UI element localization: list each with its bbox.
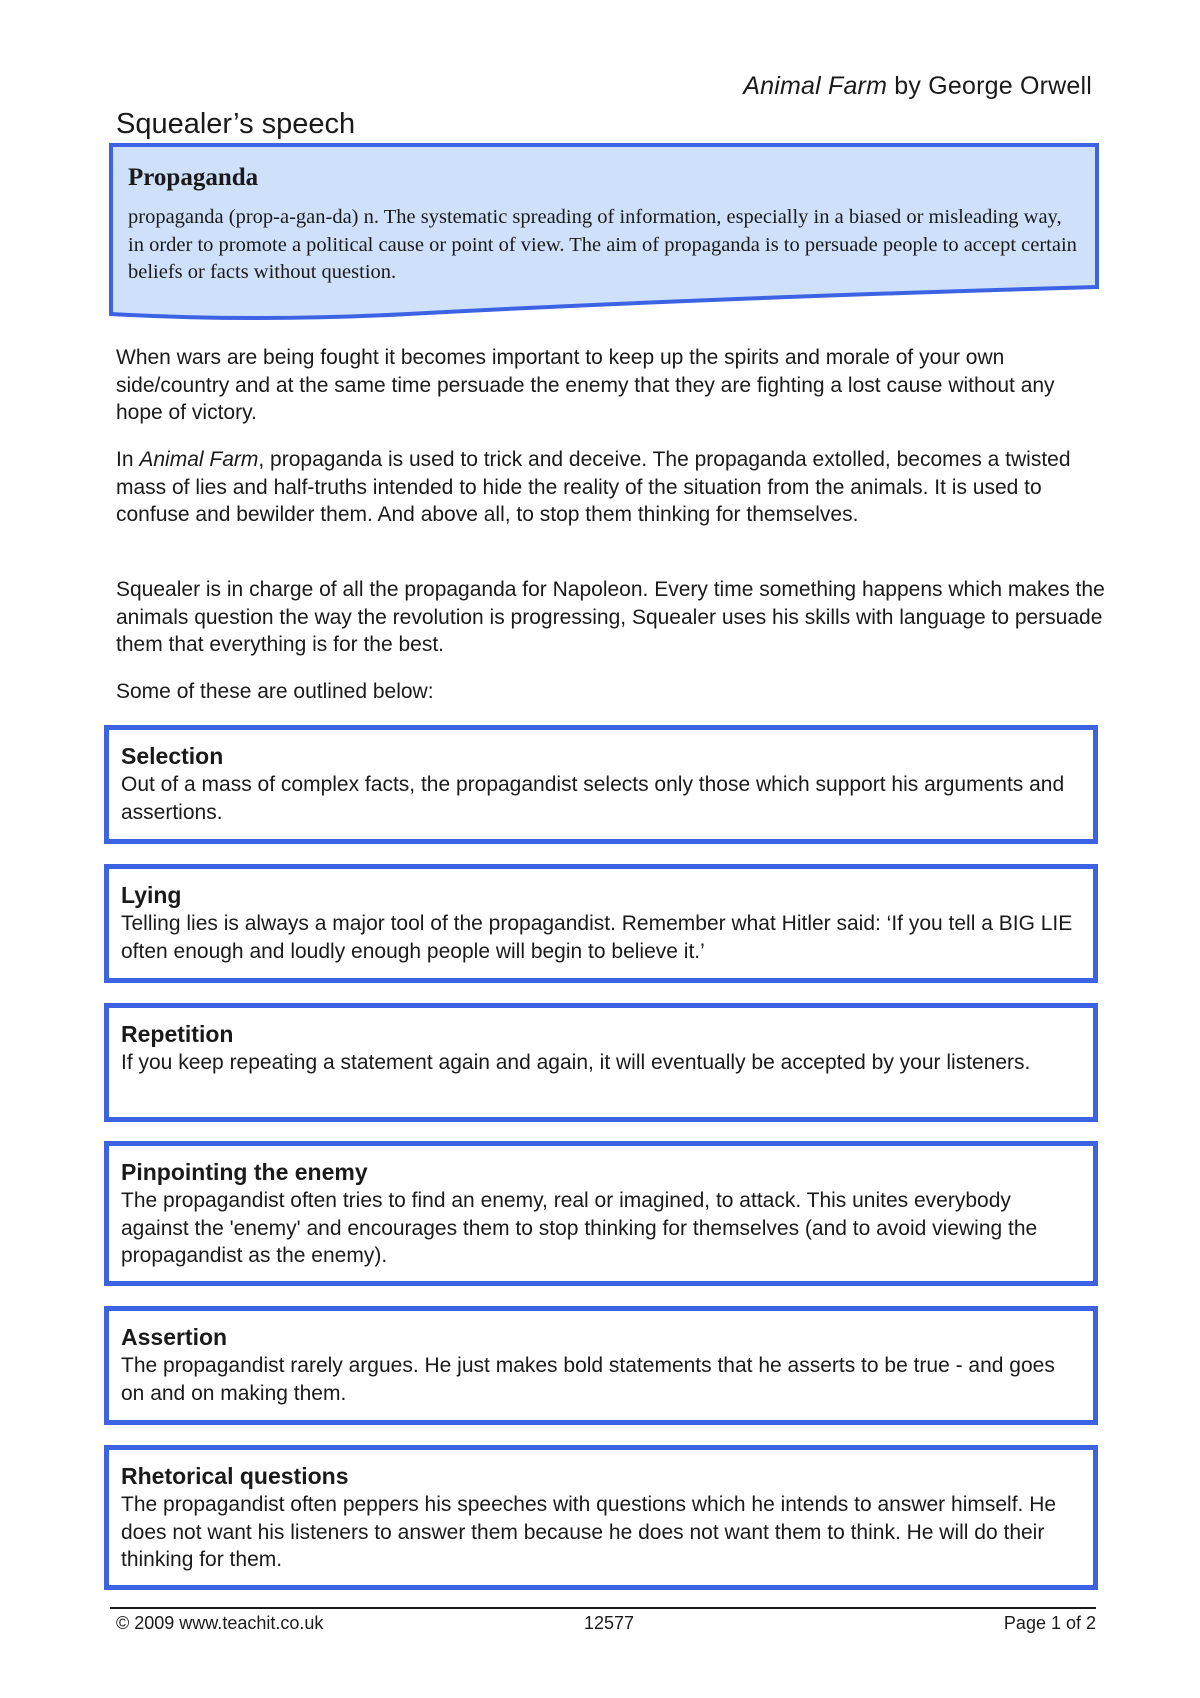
technique-box-selection — [104, 725, 1098, 844]
definition-heading: Propaganda — [128, 164, 259, 191]
technique-description: The propagandist often peppers his speeches with questions which he intends to answer himself. He does not want his listeners to answer them because he does not want them to think. He will do their thinking for them. — [121, 1493, 1057, 1571]
technique-title: Rhetorical questions — [121, 1463, 349, 1489]
technique-title: Assertion — [121, 1324, 228, 1350]
technique-description: Telling lies is always a major tool of the propagandist. Remember what Hitler said: ‘If you tell a BIG LIE often enough and loudly enough people will begin to believe it.’ — [121, 912, 1073, 963]
technique-box-pinpointing-enemy — [104, 1141, 1098, 1286]
technique-box-lying — [104, 864, 1098, 983]
technique-description: The propagandist often tries to find an enemy, real or imagined, to attack. This unites everybody against the 'enemy' and encourages them to stop thinking for themselves (and to avoid viewing the propagandist as the enemy). — [121, 1189, 1038, 1267]
technique-title: Repetition — [121, 1021, 234, 1047]
animal-farm-paragraph — [116, 446, 1106, 529]
technique-box-assertion — [104, 1306, 1098, 1425]
technique-title: Lying — [121, 882, 182, 908]
book-title-inline: Animal Farm — [139, 448, 259, 471]
copyright-link[interactable]: © 2009 www.teachit.co.uk — [116, 1613, 324, 1633]
technique-description: Out of a mass of complex facts, the propagandist selects only those which support his arguments and assertions. — [121, 773, 1065, 824]
resource-id: 12577 — [584, 1613, 635, 1633]
technique-box-rhetorical-questions — [104, 1445, 1098, 1590]
footer-divider — [110, 1607, 1096, 1609]
page-number: Page 1 of 2 — [1003, 1613, 1096, 1633]
intro-paragraph: When wars are being fought it becomes important to keep up the spirits and morale of your own side/country and at the same time persuade the enemy that they are fighting a lost cause without any hope of victory. — [116, 346, 1055, 424]
page-title: Squealer’s speech — [116, 108, 356, 140]
technique-description: If you keep repeating a statement again and again, it will eventually be accepted by your listeners. — [121, 1051, 1031, 1074]
paragraph-prefix: In — [116, 448, 140, 471]
outline-intro: Some of these are outlined below: — [116, 680, 434, 703]
book-title: Animal Farm — [743, 72, 888, 100]
author-byline: by George Orwell — [894, 72, 1092, 100]
document-header — [743, 72, 1092, 101]
technique-box-repetition — [104, 1003, 1098, 1122]
paragraph-rest: , propaganda is used to trick and deceive. The propaganda extolled, becomes a twisted mass of lies and half-truths intended to hide the reality of the situation from the animals. It is used to confuse and bewilder them. And above all, to stop them thinking for themselves. — [116, 448, 1071, 526]
technique-description: The propagandist rarely argues. He just makes bold statements that he asserts to be true - and goes on and on making them. — [121, 1354, 1055, 1405]
definition-text: propaganda (prop-a-gan-da) n. The systematic spreading of information, especially in a biased or misleading way, in order to promote a political cause or point of view. The aim of propaganda is to persuade people to accept certain beliefs or facts without question. — [128, 206, 1077, 283]
squealer-paragraph: Squealer is in charge of all the propaganda for Napoleon. Every time something happens which makes the animals question the way the revolution is progressing, Squealer uses his skills with language to persuade them that everything is for the best. — [116, 578, 1105, 656]
technique-title: Pinpointing the enemy — [121, 1159, 368, 1185]
technique-title: Selection — [121, 743, 224, 769]
definition-box — [108, 142, 1100, 334]
